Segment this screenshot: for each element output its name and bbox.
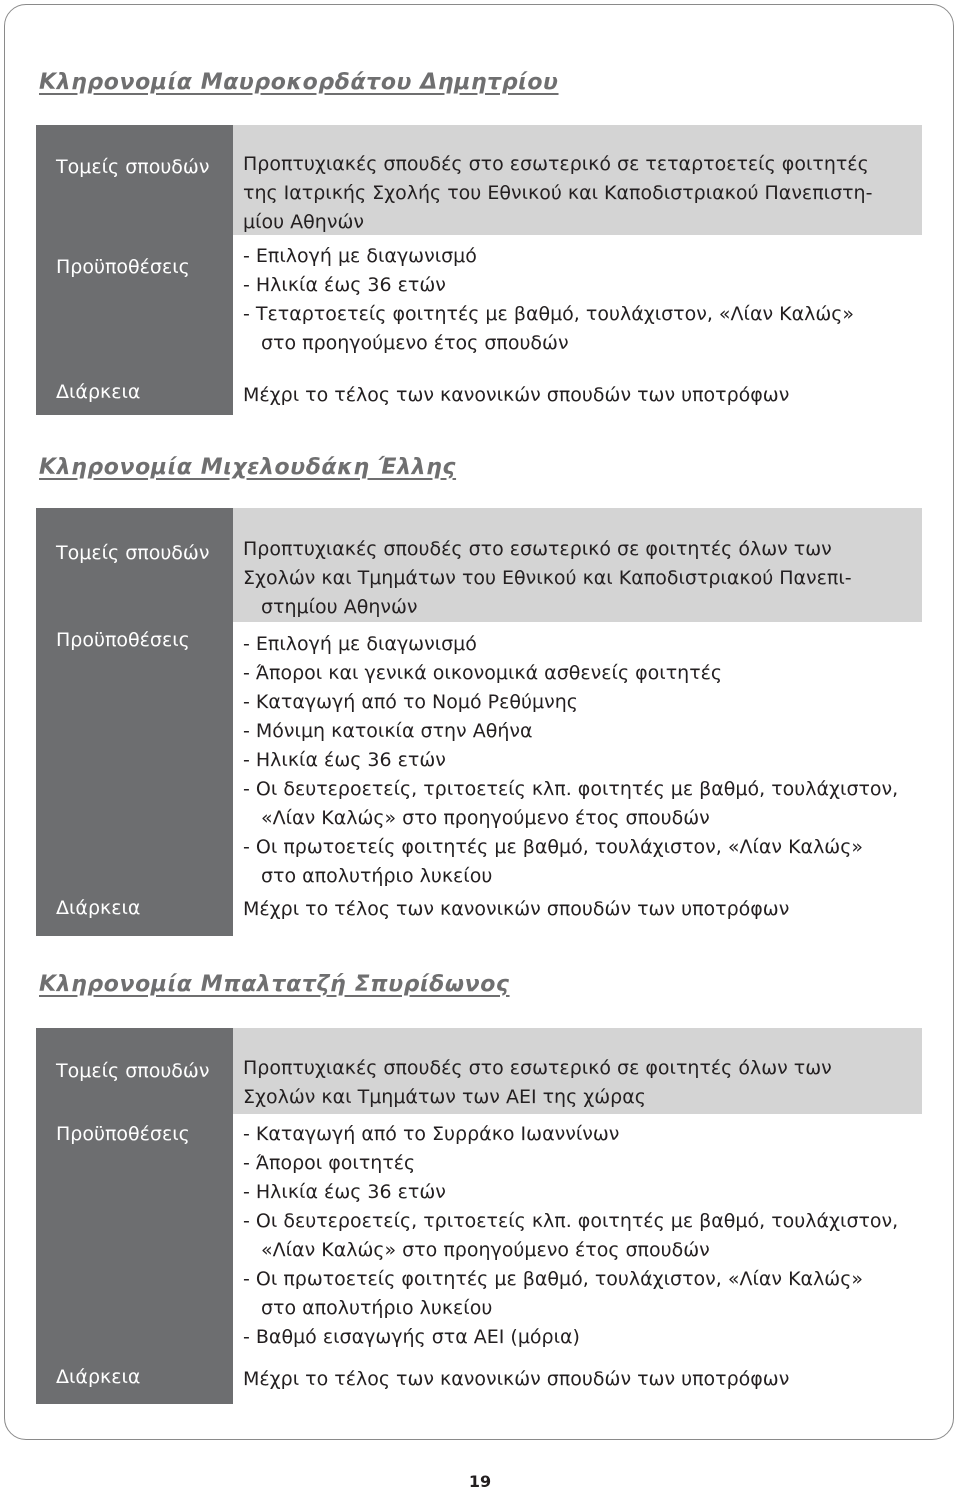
requirement-item: - Οι πρωτοετείς φοιτητές με βαθμό, τουλάχιστον, «Λίαν Καλώς» <box>243 836 863 858</box>
label-duration: Διάρκεια <box>56 381 141 403</box>
requirement-item: - Τεταρτοετείς φοιτητές με βαθμό, τουλάχιστον, «Λίαν Καλώς» <box>243 303 855 325</box>
requirement-item: «Λίαν Καλώς» στο προηγούμενο έτος σπουδών <box>261 1239 710 1261</box>
label-duration: Διάρκεια <box>56 1366 141 1388</box>
text-line: μίου Αθηνών <box>243 211 364 233</box>
text-line: Προπτυχιακές σπουδές στο εσωτερικό σε φοιτητές όλων των <box>243 538 832 560</box>
text-line: Προπτυχιακές σπουδές στο εσωτερικό σε φοιτητές όλων των <box>243 1057 832 1079</box>
scholarship-table <box>36 1028 922 1404</box>
text-line: Σχολών και Τμημάτων του Εθνικού και Καποδιστριακού Πανεπι- <box>243 567 852 589</box>
requirement-item: - Οι δευτεροετείς, τριτοετείς κλπ. φοιτητές με βαθμό, τουλάχιστον, <box>243 778 899 800</box>
scholarship-table <box>36 508 922 936</box>
requirement-item: στο απολυτήριο λυκείου <box>261 865 493 887</box>
fields-text <box>243 150 872 237</box>
label-requirements: Προϋποθέσεις <box>56 256 190 278</box>
text-line: της Ιατρικής Σχολής του Εθνικού και Καποδιστριακού Πανεπιστη- <box>243 182 873 204</box>
requirements-list <box>243 1120 898 1352</box>
duration-text: Μέχρι το τέλος των κανονικών σπουδών των υποτρόφων <box>243 384 790 406</box>
label-fields: Τομείς σπουδών <box>56 156 210 178</box>
requirement-item: - Μόνιμη κατοικία στην Αθήνα <box>243 720 533 742</box>
section-title: Κληρονομία Μπαλτατζή Σπυρίδωνος <box>39 972 510 997</box>
requirement-item: στο προηγούμενο έτος σπουδών <box>261 332 569 354</box>
label-requirements: Προϋποθέσεις <box>56 629 190 651</box>
label-fields: Τομείς σπουδών <box>56 542 210 564</box>
requirement-item: - Άποροι φοιτητές <box>243 1152 416 1174</box>
requirement-item: - Βαθμό εισαγωγής στα ΑΕΙ (μόρια) <box>243 1326 580 1348</box>
section-title: Κληρονομία Μαυροκορδάτου Δημητρίου <box>39 70 559 95</box>
requirement-item: - Επιλογή με διαγωνισμό <box>243 633 477 655</box>
label-column <box>36 508 233 936</box>
requirement-item: - Ηλικία έως 36 ετών <box>243 749 446 771</box>
section-title: Κληρονομία Μιχελουδάκη Έλλης <box>39 455 457 480</box>
label-fields: Τομείς σπουδών <box>56 1060 210 1082</box>
label-requirements: Προϋποθέσεις <box>56 1123 190 1145</box>
requirement-item: - Οι δευτεροετείς, τριτοετείς κλπ. φοιτητές με βαθμό, τουλάχιστον, <box>243 1210 899 1232</box>
requirement-item: - Καταγωγή από το Νομό Ρεθύμνης <box>243 691 578 713</box>
requirement-item: - Επιλογή με διαγωνισμό <box>243 245 477 267</box>
requirement-item: - Οι πρωτοετείς φοιτητές με βαθμό, τουλάχιστον, «Λίαν Καλώς» <box>243 1268 863 1290</box>
requirements-list <box>243 242 854 358</box>
text-line: στημίου Αθηνών <box>261 596 418 618</box>
label-duration: Διάρκεια <box>56 897 141 919</box>
fields-text <box>243 535 852 622</box>
requirement-item: «Λίαν Καλώς» στο προηγούμενο έτος σπουδών <box>261 807 710 829</box>
requirement-item: - Ηλικία έως 36 ετών <box>243 274 446 296</box>
text-line: Σχολών και Τμημάτων των ΑΕΙ της χώρας <box>243 1086 646 1108</box>
scholarship-table <box>36 125 922 415</box>
page-number: 19 <box>468 1472 492 1491</box>
scholarship-section <box>36 70 922 420</box>
scholarship-section <box>36 972 922 1407</box>
requirement-item: στο απολυτήριο λυκείου <box>261 1297 493 1319</box>
requirement-item: - Άποροι και γενικά οικονομικά ασθενείς φοιτητές <box>243 662 723 684</box>
duration-text: Μέχρι το τέλος των κανονικών σπουδών των υποτρόφων <box>243 898 790 920</box>
requirements-list <box>243 630 898 891</box>
duration-text: Μέχρι το τέλος των κανονικών σπουδών των υποτρόφων <box>243 1368 790 1390</box>
text-line: Προπτυχιακές σπουδές στο εσωτερικό σε τεταρτοετείς φοιτητές <box>243 153 869 175</box>
requirement-item: - Ηλικία έως 36 ετών <box>243 1181 446 1203</box>
fields-text <box>243 1054 832 1112</box>
requirement-item: - Καταγωγή από το Συρράκο Ιωαννίνων <box>243 1123 620 1145</box>
scholarship-section <box>36 455 922 940</box>
